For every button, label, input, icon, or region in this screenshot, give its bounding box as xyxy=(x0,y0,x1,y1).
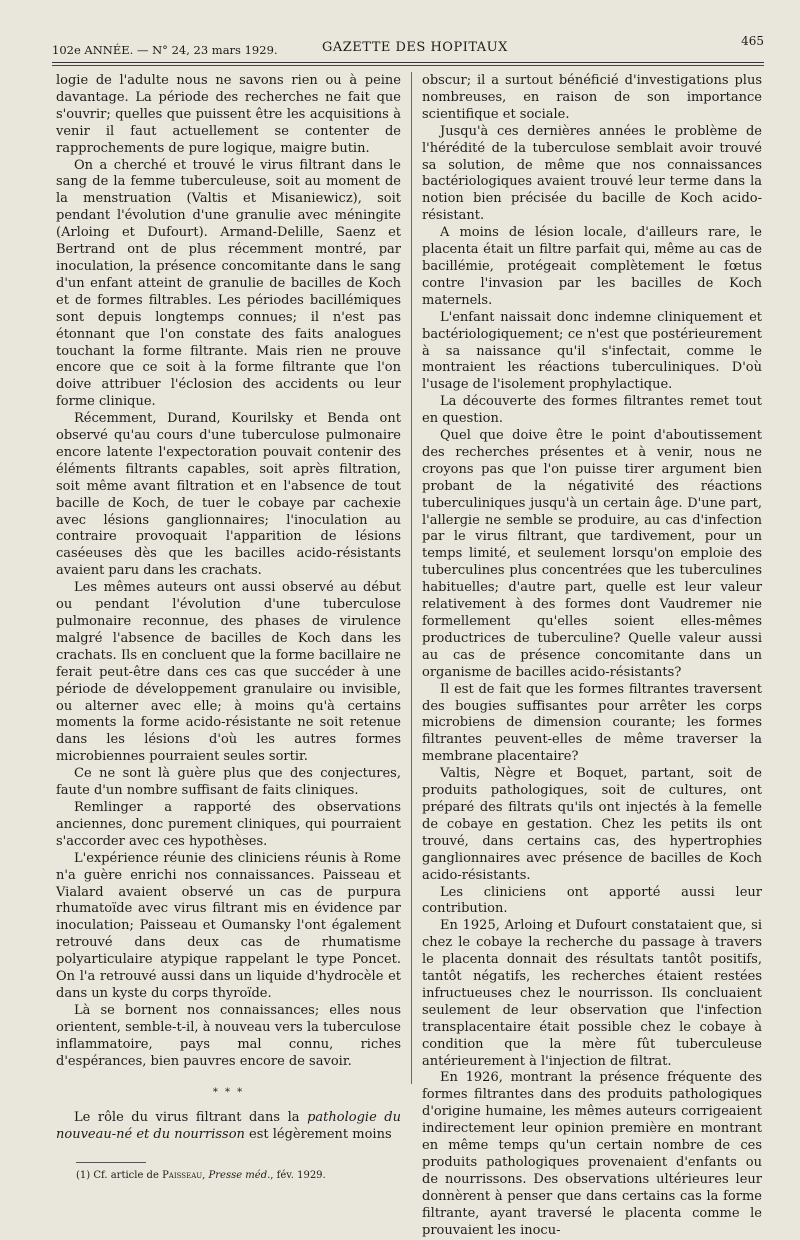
section-opening-paragraph xyxy=(56,1110,401,1144)
footnote-rule xyxy=(76,1162,146,1163)
section-break: * * * xyxy=(212,1087,245,1099)
paragraph: Remlinger a rapporté des observations anciennes, donc purement cliniques, qui pourraient s'accorder avec ces hypothèses. xyxy=(56,799,401,849)
page-header xyxy=(52,34,764,60)
paragraph: En 1926, montrant la présence fréquente des formes filtrantes dans des produits pathologiques d'origine humaine, les mêmes auteurs corrigeaient indirectement leur opinion première en montrant en même temps qu'un certain nombre de ces produits pathologiques provenaient d'enfants ou de nourrissons. Des observations ultérieures leur donnèrent à penser que dans certains cas la forme filtrante, ayant traversé le placenta comme le prouvaient les inocu- xyxy=(422,1070,762,1238)
paragraph: Les cliniciens ont apporté aussi leur contribution. xyxy=(422,884,762,917)
footnote-date: , fév. 1929. xyxy=(270,1170,326,1182)
paragraph: Quel que doive être le point d'aboutissement des recherches présentes et à venir, nous ne croyons pas que l'on puisse tirer argument bien probant de la négativité des réactions tuberculiniques jusqu'à un certain âge. D'une part, l'allergie ne semble se produire, au cas d'infection par le virus filtrant, que tardivement, pour un temps limité, et seulement lorsqu'on emploie des tuberculines plus concentrées que les tuberculines habituelles; d'autre part, quelle est leur valeur relativement à des formes dont Vaudremer nie formellement qu'elles soient elles-mêmes productrices de tuberculine? Quelle valeur aussi au cas de présence concomitante dans un organisme de bacilles acido-résistants? xyxy=(422,428,762,680)
header-rule-thin xyxy=(52,65,764,66)
paragraph: L'expérience réunie des cliniciens réunis à Rome n'a guère enrichi nos connaissances. Paisseau et Vialard avaient observé un cas de purpura rhumatoïde avec virus filtrant mis en évidence par inoculation; Paisseau et Oumansky l'ont également retrouvé dans deux cas de rhumatisme polyarticulaire atypique rappelant le type Poncet. On l'a retrouvé aussi dans un liquide d'hydrocèle et dans un kyste du corps thyroïde. xyxy=(56,850,401,1001)
header-rule-thick xyxy=(52,62,764,63)
page-number: 465 xyxy=(741,34,764,48)
left-column xyxy=(56,73,401,1182)
paragraph: Récemment, Durand, Kourilsky et Benda ont observé qu'au cours d'une tuberculose pulmonaire encore latente l'expectoration pouvait contenir des éléments filtrants capables, soit après filtration, soit même avant filtration et en l'absence de tout bacille de Koch, de tuer le cobaye par cachexie avec lésions ganglionnaires; l'inoculation au contraire provoquait l'apparition de lésions caséeuses dès que les bacilles acido-résistants avaient paru dans les crachats. xyxy=(56,411,401,579)
footnote-sep: , xyxy=(202,1170,209,1182)
section-opening-italic: pathologie du nouveau-né et du nourrisson xyxy=(56,1110,401,1143)
paragraph: Jusqu'à ces dernières années le problème de l'hérédité de la tuberculose semblait avoir trouvé sa solution, de même que nos connaissances bactériologiques avaient trouvé leur terme dans la notion bien précisée du bacille de Koch acido-résistant. xyxy=(422,123,762,224)
column-divider xyxy=(411,72,412,1084)
journal-title: GAZETTE DES HOPITAUX xyxy=(322,40,508,55)
footnote xyxy=(76,1169,401,1182)
paragraph: A moins de lésion locale, d'ailleurs rare, le placenta était un filtre parfait qui, même au cas de bacillémie, protégeait complètement le fœtus contre l'invasion par les bacilles de Koch maternels. xyxy=(422,225,762,308)
footnote-author: Paisseau xyxy=(162,1170,203,1182)
footnote-marker: (1) Cf. article de xyxy=(76,1170,163,1182)
paragraph: Il est de fait que les formes filtrantes traversent des bougies suffisantes pour arrêter les corps microbiens de dimension courante; les formes filtrantes peuvent-elles de même traverser la membrane placentaire? xyxy=(422,681,762,765)
paragraph: Là se bornent nos connaissances; elles nous orientent, semble-t-il, à nouveau vers la tuberculose inflammatoire, pays mal connu, riches d'espérances, bien pauvres encore de savoir. xyxy=(56,1002,401,1069)
paragraph: La découverte des formes filtrantes remet tout en question. xyxy=(422,394,762,427)
section-opening-text: Le rôle du virus filtrant dans la xyxy=(74,1110,308,1126)
paragraph: L'enfant naissait donc indemne cliniquement et bactériologiquement; ce n'est que postérieurement à sa naissance qu'il s'infectait, comme le montraient les réactions tuberculiniques. D'où l'usage de l'isolement prophylactique. xyxy=(422,309,762,393)
footnote-journal: Presse méd. xyxy=(208,1170,271,1182)
paragraph: Ce ne sont là guère plus que des conjectures, faute d'un nombre suffisant de faits cliniques. xyxy=(56,766,401,799)
paragraph: obscur; il a surtout bénéficié d'investigations plus nombreuses, en raison de son importance scientifique et sociale. xyxy=(422,73,762,122)
section-opening-tail: est légèrement moins xyxy=(244,1127,392,1143)
right-column xyxy=(422,73,762,1240)
paragraph: En 1925, Arloing et Dufourt constataient que, si chez le cobaye la recherche du passage à travers le placenta donnait des résultats tantôt positifs, tantôt négatifs, les recherches étaient restées infructueuses chez le nourrisson. Ils concluaient seulement de leur observation que l'infection transplacentaire était possible chez le cobaye à condition que la mère fût tuberculeuse antérieurement à l'injection de filtrat. xyxy=(422,918,762,1069)
paragraph: On a cherché et trouvé le virus filtrant dans le sang de la femme tuberculeuse, soit au moment de la menstruation (Valtis et Misaniewicz), soit pendant l'évolution d'une granulie avec méningite (Arloing et Dufourt). Armand-Delille, Saenz et Bertrand ont de plus récemment montré, par inoculation, la présence concomitante dans le sang d'un enfant atteint de granulie de bacilles de Koch et de formes filtrables. Les périodes bacillémiques sont depuis longtemps connues; il n'est pas étonnant que l'on constate des faits analogues touchant la forme filtrante. Mais rien ne prouve encore que ce soit à la forme filtrante que l'on doive attribuer l'éclosion des accidents ou leur forme clinique. xyxy=(56,157,401,410)
paragraph: logie de l'adulte nous ne savons rien ou à peine davantage. La période des recherches ne fait que s'ouvrir; quelles que puissent être les acquisitions à venir il faut actuellement se contenter de rapprochements de pure logique, maigre butin. xyxy=(56,73,401,156)
issue-line: 102e ANNÉE. — N° 24, 23 mars 1929. xyxy=(52,43,278,57)
paragraph: Valtis, Nègre et Boquet, partant, soit de produits pathologiques, soit de cultures, ont préparé des filtrats qu'ils ont injectés à la femelle de cobaye en gestation. Chez les petits ils ont trouvé, dans certains cas, des hypertrophies ganglionnaires avec présence de bacilles de Koch acido-résistants. xyxy=(422,766,762,883)
paragraph: Les mêmes auteurs ont aussi observé au début ou pendant l'évolution d'une tuberculose pulmonaire reconnue, des phases de virulence malgré l'absence de bacilles de Koch dans les crachats. Ils en concluent que la forme bacillaire ne ferait peut-être dans ces cas que succéder à une période de développement granulaire ou invisible, ou alterner avec elle; à moins qu'à certains moments la forme acido-résistante ne soit retenue dans les lésions d'où les autres formes microbiennes pourraient seules sortir. xyxy=(56,580,401,765)
